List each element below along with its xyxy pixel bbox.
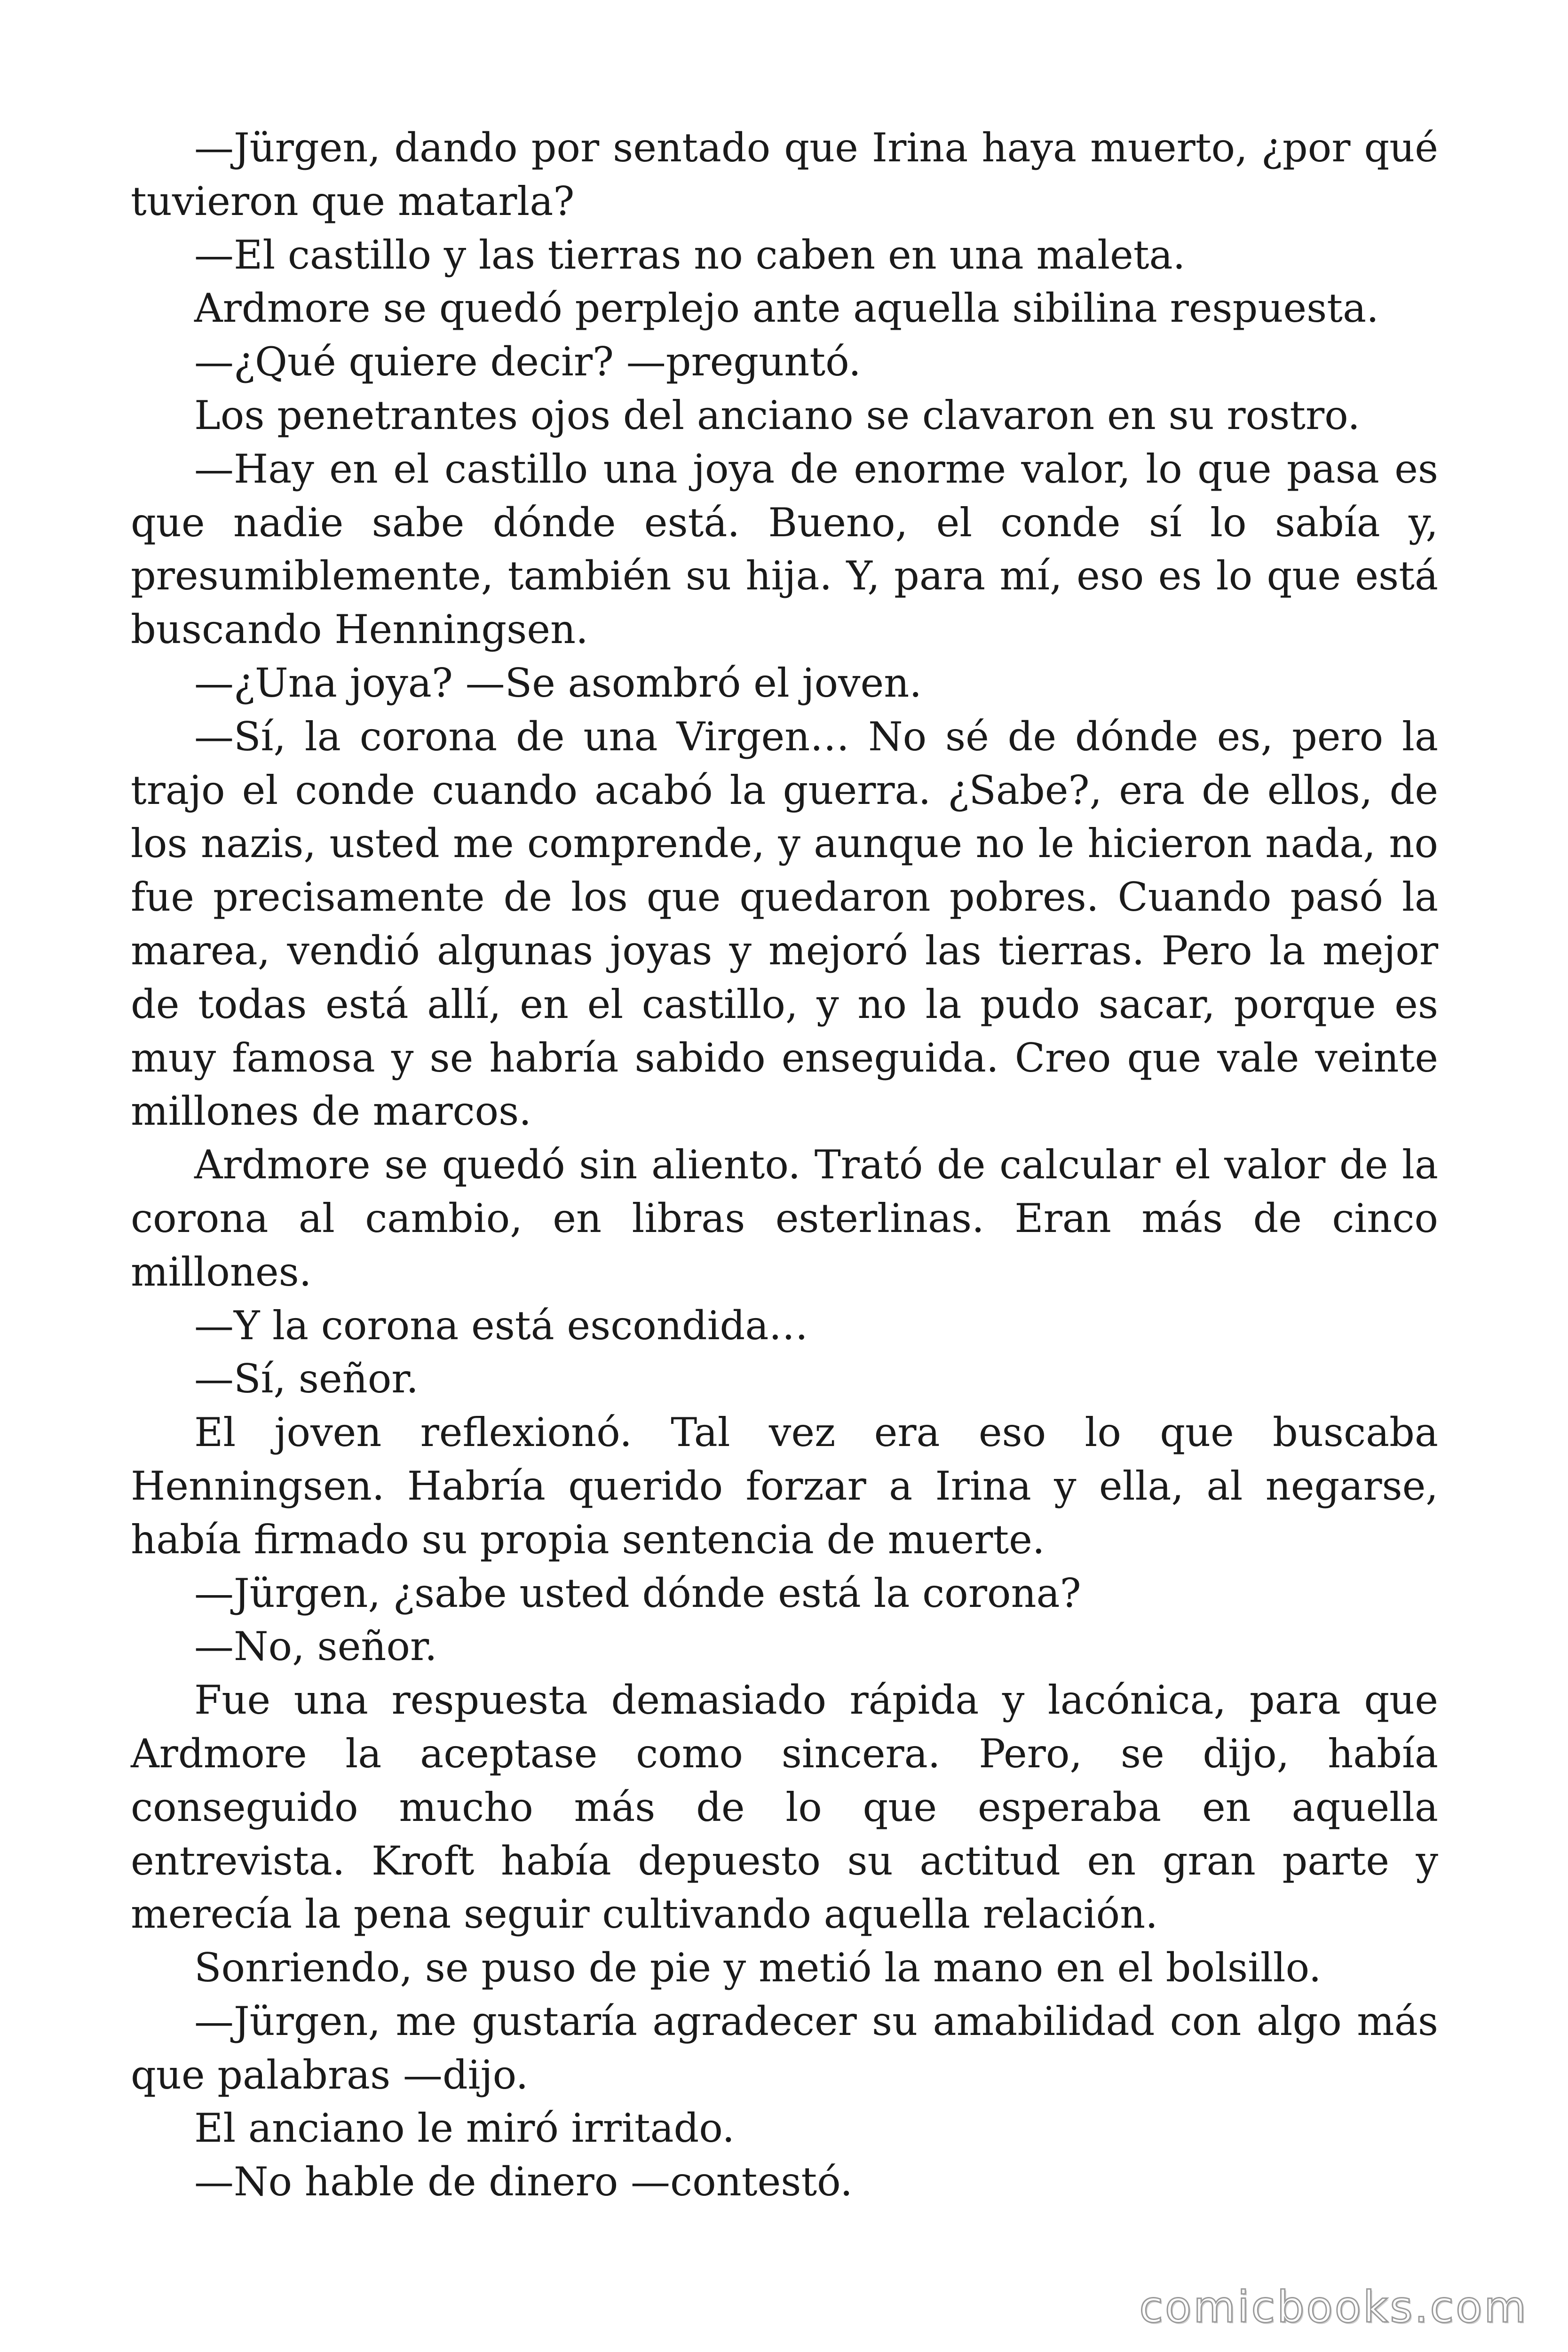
paragraph: El anciano le miró irritado.: [194, 2105, 735, 2152]
paragraph: —No hable de dinero —contestó.: [194, 2159, 853, 2205]
paragraph: —El castillo y las tierras no caben en una maleta.: [194, 231, 1186, 278]
paragraph: El joven reflexionó. Tal vez era eso lo que buscaba Henningsen. Habría querido forzar a Irina y ella, al negarse, había firmado su propia sentencia de muerte.: [131, 1409, 1438, 1563]
page-text: [131, 121, 1438, 2209]
paragraph: —Hay en el castillo una joya de enorme valor, lo que pasa es que nadie sabe dónde está. Bueno, el conde sí lo sabía y, presumiblemente, también su hija. Y, para mí, eso es lo que está buscando Henningsen.: [131, 445, 1438, 653]
paragraph: —¿Una joya? —Se asombró el joven.: [194, 660, 922, 706]
paragraph: Sonriendo, se puso de pie y metió la mano en el bolsillo.: [194, 1945, 1322, 1991]
paragraph: —Sí, señor.: [194, 1356, 419, 1402]
paragraph: Ardmore se quedó sin aliento. Trató de calcular el valor de la corona al cambio, en libras esterlinas. Eran más de cinco millones.: [131, 1142, 1438, 1295]
paragraph: —¿Qué quiere decir? —preguntó.: [194, 339, 861, 385]
paragraph: —Jürgen, dando por sentado que Irina haya muerto, ¿por qué tuvieron que matarla?: [131, 125, 1438, 224]
watermark-logo: comicbooks.com: [1139, 2282, 1528, 2332]
paragraph: —Sí, la corona de una Virgen… No sé de dónde es, pero la trajo el conde cuando acabó la guerra. ¿Sabe?, era de ellos, de los nazis, usted me comprende, y aunque no le hicieron nada, no fue precisamente de los que quedaron pobres. Cuando pasó la marea, vendió algunas joyas y mejoró las tierras. Pero la mejor de todas está allí, en el castillo, y no la pudo sacar, porque es muy famosa y se habría sabido enseguida. Creo que vale veinte millones de marcos.: [131, 713, 1438, 1135]
paragraph: —No, señor.: [194, 1623, 437, 1670]
paragraph: —Y la corona está escondida…: [194, 1302, 808, 1349]
paragraph: Fue una respuesta demasiado rápida y lacónica, para que Ardmore la aceptase como sincera. Pero, se dijo, había conseguido mucho más de lo que esperaba en aquella entrevista. Kroft había depuesto su actitud en gran parte y merecía la pena seguir cultivando aquella relación.: [131, 1677, 1438, 1938]
paragraph: —Jürgen, me gustaría agradecer su amabilidad con algo más que palabras —dijo.: [131, 1998, 1438, 2098]
paragraph: —Jürgen, ¿sabe usted dónde está la corona?: [194, 1570, 1081, 1616]
paragraph: Los penetrantes ojos del anciano se clavaron en su rostro.: [194, 392, 1360, 438]
paragraph: Ardmore se quedó perplejo ante aquella sibilina respuesta.: [194, 285, 1379, 332]
